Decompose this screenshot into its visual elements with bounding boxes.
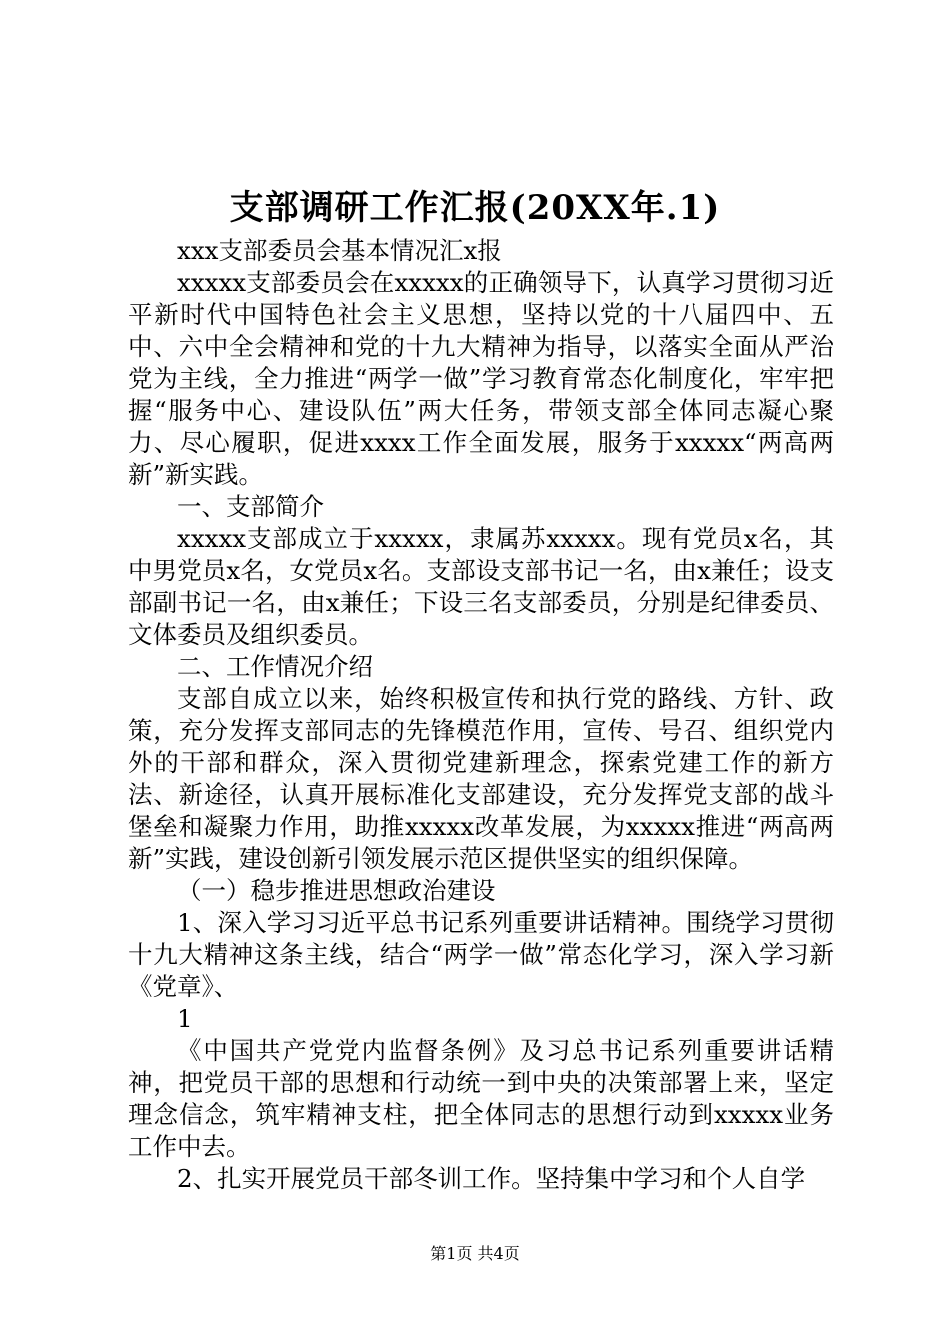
subsection-heading-ideology: （一）稳步推进思想政治建设	[177, 876, 496, 905]
paragraph-branch-intro: xxxxx支部成立于xxxxx，隶属苏xxxxx。现有党员x名，其中男党员x名，女党员x名。支部设支部书记一名，由x兼任；设支部副书记一名，由x兼任；下设三名支部委员，分别是纪律委员、文体委员及组织委员。	[128, 524, 834, 649]
paragraph-item-2: 2、扎实开展党员干部冬训工作。坚持集中学习和个人自学	[177, 1164, 806, 1193]
page-footer: 第1页 共4页	[430, 1244, 520, 1263]
paragraph-stray-number: 1	[177, 1004, 193, 1033]
document-body	[128, 235, 834, 1195]
document-title: 支部调研工作汇报(20XX年.1)	[229, 188, 721, 228]
paragraph-intro: xxxxx支部委员会在xxxxx的正确领导下，认真学习贯彻习近平新时代中国特色社会主义思想，坚持以党的十八届四中、五中、六中全会精神和党的十九大精神为指导，以落实全面从严治党为主线，全力推进“两学一做”学习教育常态化制度化，牢牢把握“服务中心、建设队伍”两大任务，带领支部全体同志凝心聚力、尽心履职，促进xxxx工作全面发展，服务于xxxxx“两高两新”新实践。	[128, 268, 834, 489]
paragraph-report-heading: xxx支部委员会基本情况汇x报	[177, 236, 502, 265]
section-heading-work-status: 二、工作情况介绍	[177, 652, 373, 681]
paragraph-work-status: 支部自成立以来，始终积极宣传和执行党的路线、方针、政策，充分发挥支部同志的先锋模范作用，宣传、号召、组织党内外的干部和群众，深入贯彻党建新理念，探索党建工作的新方法、新途径，认真开展标准化支部建设，充分发挥党支部的战斗堡垒和凝聚力作用，助推xxxxx改革发展，为xxxxx推进“两高两新”实践，建设创新引领发展示范区提供坚实的组织保障。	[128, 684, 834, 873]
section-heading-branch-intro: 一、支部简介	[177, 492, 324, 521]
paragraph-item-1: 1、深入学习习近平总书记系列重要讲话精神。围绕学习贯彻十九大精神这条主线，结合“两学一做”常态化学习，深入学习新《党章》、	[128, 908, 834, 1001]
paragraph-item-1-continued: 《中国共产党党内监督条例》及习总书记系列重要讲话精神，把党员干部的思想和行动统一到中央的决策部署上来，坚定理念信念，筑牢精神支柱，把全体同志的思想行动到xxxxx业务工作中去。	[128, 1036, 834, 1161]
